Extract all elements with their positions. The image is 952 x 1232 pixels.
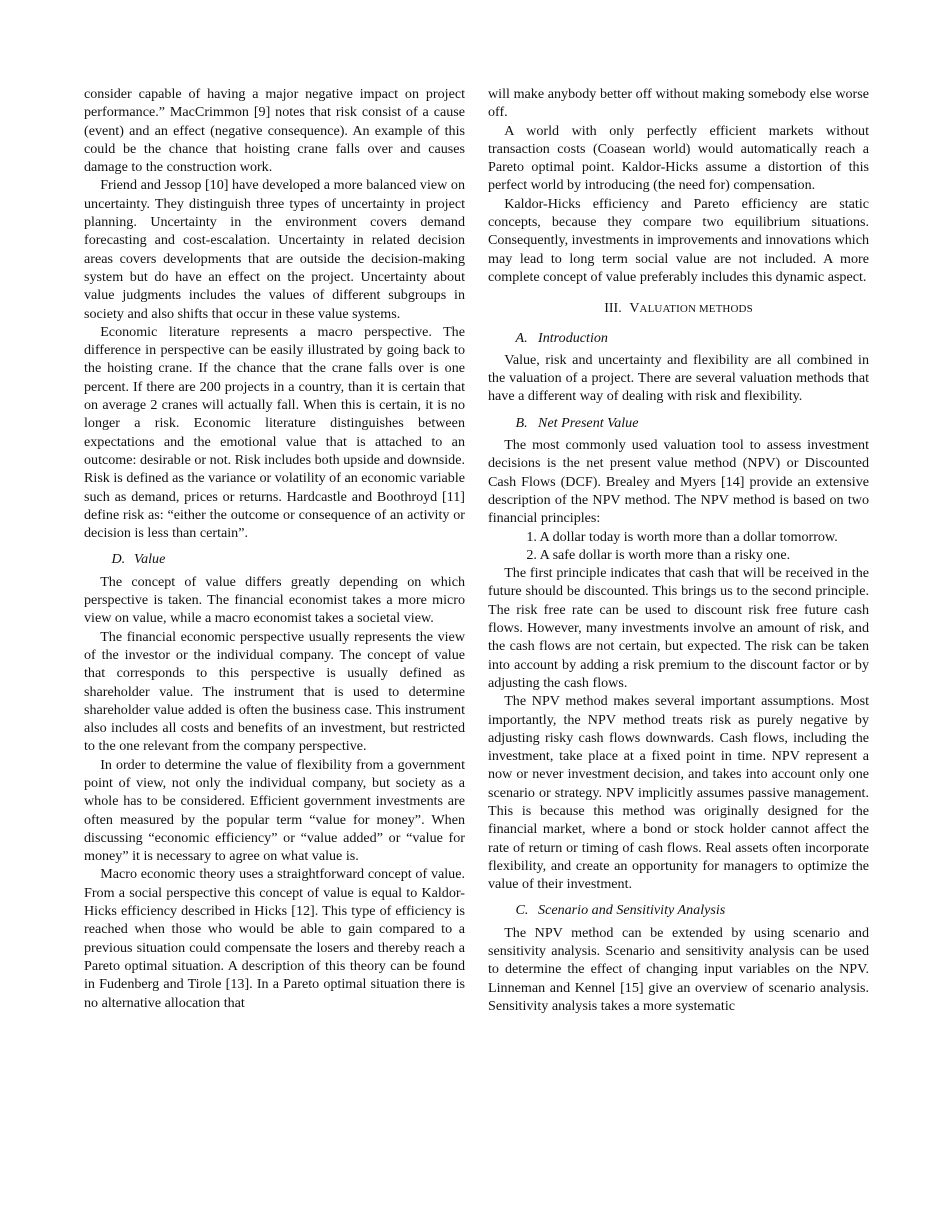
subsection-heading-introduction <box>488 329 869 347</box>
section-number: III. <box>604 301 622 317</box>
paragraph: The first principle indicates that cash that will be received in the future should be discounted. This brings us to the second principle. The risk free rate can be used to discount risk free future cash flows. However, many investments involve an amount of risk, and the cash flows are not certain, but expected. The risk can be taken into account by adding a risk premium to the discount factor or by adjusting the cash flows. <box>488 565 869 691</box>
paragraph: The NPV method can be extended by using scenario and sensitivity analysis. Scenario and sensitivity analysis can be used to determine the effect of changing input variables on the NPV. Linneman and Kennel [15] give an overview of scenario analysis. Sensitivity analysis takes a more systematic <box>488 924 869 1014</box>
paragraph: The NPV method makes several important assumptions. Most importantly, the NPV method treats risk as purely negative by adjusting risky cash flows downwards. Cash flows, including the investment, take place at a fixed point in time. NPV represent a now or never investment decision, and takes into account only one scenario or strategy. NPV implicitly assumes passive management. This is because this method was originally designed for the financial market, where a bond or stock holder cannot affect the rate of return or timing of cash flows. Real assets often incorporate flexibility, and create an opportunity for managers to optimize the value of their investment. <box>488 693 869 893</box>
subsection-number: A. <box>515 329 528 346</box>
section-title-initial: V <box>629 301 640 317</box>
paragraph: Friend and Jessop [10] have developed a more balanced view on uncertainty. They distinguish three types of uncertainty in project planning. Uncertainty in the environment covers demand forecasting and cost-escalation. Uncertainty in related decision areas covers developments that are outside the decision-making system but do have an effect on the project. Uncertainty about value judgments includes the values of different subgroups in society and also shifts that occur in these value systems. <box>84 177 465 322</box>
paragraph: The concept of value differs greatly depending on which perspective is taken. The financial economist takes a more micro view on value, while a macro economist takes a societal view. <box>84 573 465 627</box>
subsection-heading-scenario <box>488 901 869 919</box>
left-column <box>84 85 465 1012</box>
subsection-title: Scenario and Sensitivity Analysis <box>538 902 726 919</box>
paragraph: Macro economic theory uses a straightforward concept of value. From a social perspective this concept of value is equal to Kaldor-Hicks efficiency described in Hicks [12]. This type of efficiency is reached when those who would be able to gain compared to a previous situation could compensate the losers and thereby reach a Pareto optimal situation. A description of this theory can be found in Fudenberg and Tirole [13]. In a Pareto optimal situation there is no alternative allocation that <box>84 866 465 1011</box>
subsection-number: D. <box>111 551 126 568</box>
paragraph: consider capable of having a major negative impact on project performance.” MacCrimmon [9] notes that risk consist of a cause (event) and an effect (negative consequence). An example of this could be the chance that hoisting crane falls over and causes damage to the construction work. <box>84 86 465 176</box>
subsection-number: C. <box>515 902 529 919</box>
paragraph: will make anybody better off without making somebody else worse off. <box>488 86 869 121</box>
list-item: 2. A safe dollar is worth more than a risky one. <box>526 546 791 563</box>
paragraph: In order to determine the value of flexibility from a government point of view, not only the individual company, but society as a whole has to be considered. Efficient government investments are often measured by the popular term “value for money”. When discussing “economic efficiency” or “value added” or “value for money” it is necessary to agree on what value is. <box>84 756 465 865</box>
right-column <box>488 85 869 1015</box>
list-item: 1. A dollar today is worth more than a dollar tomorrow. <box>526 528 838 545</box>
paragraph: The financial economic perspective usually represents the view of the investor or the individual company. The concept of value that corresponds to this perspective is usually defined as shareholder value. The instrument that is used to determine shareholder value added is often the business case. This instrument also includes all costs and benefits of an investment, but restricted to the one relevant from the company perspective. <box>84 628 465 755</box>
paragraph: The most commonly used valuation tool to assess investment decisions is the net present value method (NPV) or Discounted Cash Flows (DCF). Brealey and Myers [14] provide an extensive description of the NPV method. The NPV method is based on two financial principles: <box>488 437 869 527</box>
paragraph: Value, risk and uncertainty and flexibility are all combined in the valuation of a project. There are several valuation methods that have a different way of dealing with risk and flexibility. <box>488 351 869 405</box>
subsection-heading-npv <box>488 414 869 432</box>
subsection-number: B. <box>515 414 528 431</box>
subsection-heading-value <box>84 550 465 568</box>
subsection-title: Net Present Value <box>538 414 639 431</box>
subsection-title: Introduction <box>538 329 608 346</box>
section-heading-valuation-methods <box>488 300 869 318</box>
paragraph: A world with only perfectly efficient markets without transaction costs (Coasean world) would automatically reach a Pareto optimal point. Kaldor-Hicks assume a distortion of this perfect world by introducing (the need for) compensation. <box>488 122 869 194</box>
subsection-title: Value <box>134 551 166 568</box>
section-title-rest: ALUATION METHODS <box>639 303 753 316</box>
paragraph: Economic literature represents a macro perspective. The difference in perspective can be easily illustrated by going back to the hoisting crane. If the chance that the crane falls over is one percent. If there are 200 projects in a country, than it is certain that on average 2 cranes will actually fall. When this is certain, it is no longer a risk. Economic literature distinguishes between expectations and the emotional value that is attached to an outcome: desirable or not. Risk includes both upside and downside. Risk is defined as the variance or volatility of an economic variable such as demand, prices or returns. Hardcastle and Boothroyd [11] define risk as: “either the outcome or consequence of an activity or decision is less than certain”. <box>84 323 465 542</box>
paragraph: Kaldor-Hicks efficiency and Pareto efficiency are static concepts, because they compare two equilibrium situations. Consequently, investments in improvements and innovations which may lead to long term social value are not included. A more complete concept of value preferably includes this dynamic aspect. <box>488 195 869 285</box>
